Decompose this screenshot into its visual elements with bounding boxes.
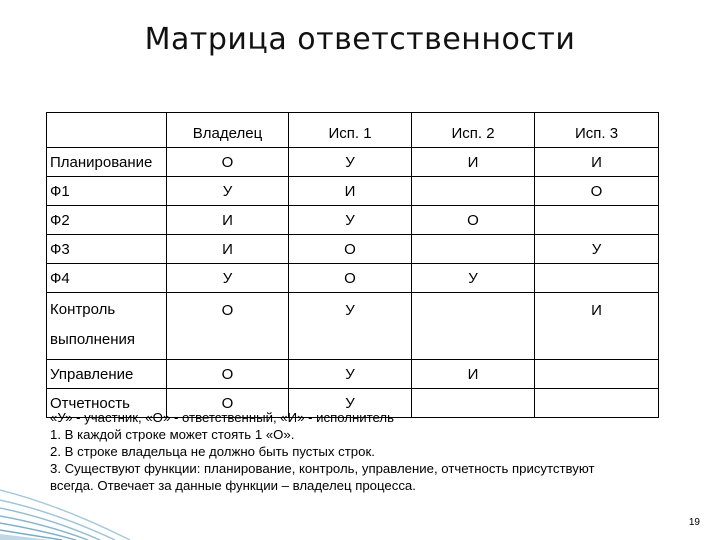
matrix-cell: У (289, 389, 412, 418)
function-label (47, 293, 167, 360)
matrix-cell (535, 206, 659, 235)
matrix-cell: У (535, 235, 659, 264)
function-label: Отчетность (47, 389, 167, 418)
matrix-cell: У (289, 148, 412, 177)
matrix-cell: У (167, 264, 289, 293)
matrix-cell: И (535, 293, 659, 360)
note-line: 1. В каждой строке может стоять 1 «О». (50, 427, 295, 442)
matrix-cell (535, 360, 659, 389)
matrix-cell: О (167, 360, 289, 389)
matrix-cell: У (167, 177, 289, 206)
table-header-row (47, 113, 659, 148)
matrix-cell (412, 235, 535, 264)
wave-stripe (0, 508, 100, 540)
note-line: «У» - участник, «О» - ответственный, «И» - исполнитель (50, 410, 394, 425)
matrix-cell: О (289, 235, 412, 264)
function-label-line-2: выполнения (50, 331, 136, 348)
matrix-cell: О (167, 148, 289, 177)
function-label: Ф1 (47, 177, 167, 206)
header-cell-executor-1: Исп. 1 (289, 113, 412, 148)
header-cell-executor-3: Исп. 3 (535, 113, 659, 148)
matrix-cell: И (412, 148, 535, 177)
table-row (47, 206, 659, 235)
function-label: Ф4 (47, 264, 167, 293)
legend-notes (50, 409, 670, 494)
matrix-cell (412, 177, 535, 206)
page-number: 19 (688, 517, 700, 528)
header-cell-executor-2: Исп. 2 (412, 113, 535, 148)
table-row (47, 177, 659, 206)
matrix-cell: О (535, 177, 659, 206)
matrix-cell (535, 264, 659, 293)
matrix-cell (412, 293, 535, 360)
matrix-cell: И (289, 177, 412, 206)
matrix-cell: И (167, 235, 289, 264)
matrix-cell: У (289, 360, 412, 389)
matrix-cell: О (289, 264, 412, 293)
note-line: 2. В строке владельца не должно быть пустых строк. (50, 444, 375, 459)
matrix-cell: И (412, 360, 535, 389)
matrix-cell: О (412, 206, 535, 235)
matrix-cell: И (535, 148, 659, 177)
function-label: Управление (47, 360, 167, 389)
note-line: 3. Существуют функции: планирование, контроль, управление, отчетность присутствуют (50, 461, 595, 476)
slide-title: Матрица ответственности (144, 22, 576, 57)
function-label: Планирование (47, 148, 167, 177)
table-row (47, 360, 659, 389)
header-cell-owner: Владелец (167, 113, 289, 148)
matrix-cell: О (167, 389, 289, 418)
matrix-cell: У (289, 293, 412, 360)
function-label: Ф2 (47, 206, 167, 235)
function-label: Ф3 (47, 235, 167, 264)
note-line: всегда. Отвечает за данные функции – владелец процесса. (50, 478, 416, 493)
table-row (47, 235, 659, 264)
matrix-cell: О (167, 293, 289, 360)
matrix-cell: У (289, 206, 412, 235)
responsibility-matrix-table (46, 112, 659, 418)
matrix-cell: У (412, 264, 535, 293)
matrix-cell: И (167, 206, 289, 235)
table-row (47, 293, 659, 360)
header-cell-empty (47, 113, 167, 148)
table-row (47, 264, 659, 293)
table-row (47, 148, 659, 177)
function-label-line-1: Контроль (50, 301, 116, 318)
